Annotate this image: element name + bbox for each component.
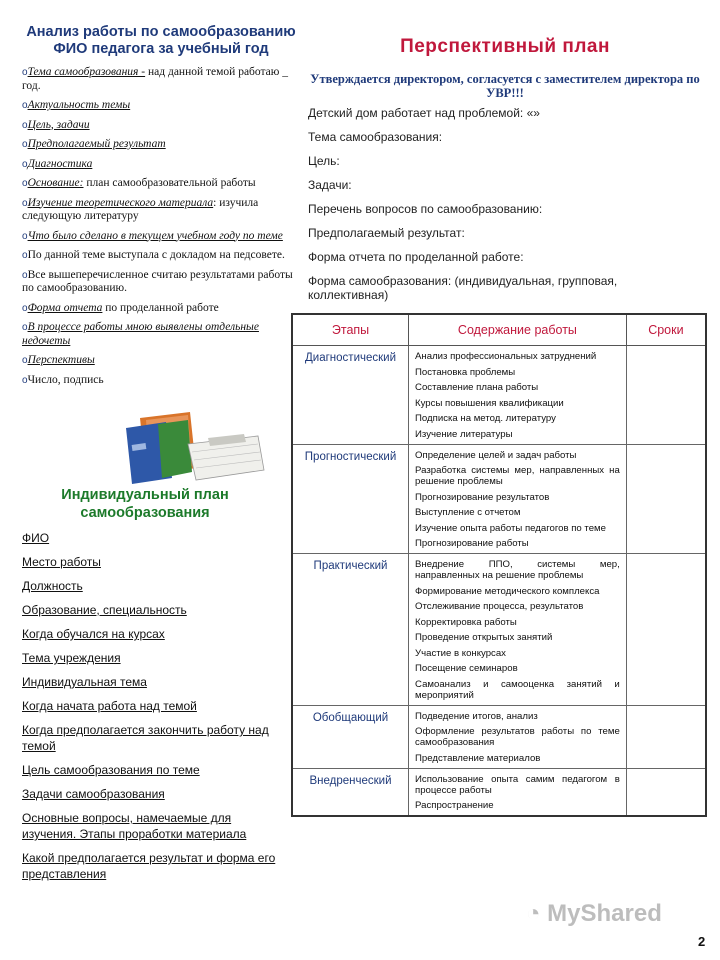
bullet-underlined-text: Форма отчета xyxy=(27,301,103,314)
content-item: Корректировка работы xyxy=(415,616,517,628)
content-item: Подписка на метод. литературу xyxy=(415,413,556,424)
bullet-marker-icon: o xyxy=(22,67,28,78)
individual-plan-item: Когда обучался на курсах xyxy=(22,627,165,641)
analysis-bullet xyxy=(22,302,300,316)
individual-plan-item: Какой предполагается результат и форма его представления xyxy=(22,851,276,881)
content-item: Внедрение ППО, системы мер, направленных на решение проблемы xyxy=(415,559,620,581)
bullet-marker-icon: o xyxy=(22,119,28,131)
content-item: Составление плана работы xyxy=(415,382,539,393)
bullet-underlined-text: Предполагаемый результат xyxy=(27,138,166,150)
individual-plan-item: Индивидуальная тема xyxy=(22,675,147,689)
content-item: Выступление с отчетом xyxy=(415,507,521,518)
bullet-marker-icon: o xyxy=(22,158,28,170)
content-item: Изучение опыта работы педагогов по теме xyxy=(415,522,606,534)
plan-field-line: Тема самообразования: xyxy=(308,130,443,144)
individual-plan-item: Должность xyxy=(22,579,83,593)
header-content: Содержание работы xyxy=(409,314,627,346)
bullet-underlined-text: Изучение теоретического материала xyxy=(27,196,214,209)
stage-cell: Практический xyxy=(292,554,409,706)
table-row xyxy=(292,705,706,768)
content-cell xyxy=(409,768,627,816)
bullet-underlined-text: В процессе работы мною выявлены отдельные недочеты xyxy=(22,321,259,347)
content-cell xyxy=(409,346,627,445)
bullet-text: : изучила следующую литературу xyxy=(22,196,259,222)
stages-table xyxy=(291,313,707,817)
table-row xyxy=(292,346,706,445)
analysis-bullet xyxy=(22,230,300,244)
content-cell xyxy=(409,554,627,706)
analysis-title: Анализ работы по самообразованию ФИО педагога за учебный год xyxy=(26,24,296,57)
plan-field-line: Форма самообразования: (индивидуальная, групповая, коллективная) xyxy=(308,274,618,302)
content-item: Участие в конкурсах xyxy=(415,647,506,659)
watermark-logo-icon: ◔ xyxy=(526,900,548,927)
content-item: Представление материалов xyxy=(415,752,541,764)
individual-plan-title: Индивидуальный план самообразования xyxy=(61,487,229,521)
bullet-marker-icon: o xyxy=(22,322,28,333)
plan-field-line: Предполагаемый результат: xyxy=(308,226,465,240)
bullet-underlined-text: Что было сделано в текущем учебном году по теме xyxy=(27,229,283,242)
analysis-bullet xyxy=(22,66,300,93)
analysis-bullet xyxy=(22,177,300,191)
bullet-marker-icon: o xyxy=(22,230,28,242)
content-item: Постановка проблемы xyxy=(415,366,516,378)
bullet-marker-icon: o xyxy=(22,100,28,111)
analysis-bullet xyxy=(22,119,300,133)
table-row xyxy=(292,444,706,554)
bullet-text: по проделанной работе xyxy=(102,301,219,314)
content-item: Определение целей и задач работы xyxy=(415,449,577,461)
table-row xyxy=(292,768,706,816)
individual-plan-item: Когда предполагается закончить работу над темой xyxy=(22,723,269,753)
analysis-bullet xyxy=(22,99,300,113)
bullet-marker-icon: o xyxy=(22,355,28,366)
content-item: Подведение итогов, анализ xyxy=(415,710,538,722)
header-stages: Этапы xyxy=(292,314,409,346)
individual-plan-item: Тема учреждения xyxy=(22,651,121,665)
content-item: Прогнозирование работы xyxy=(415,538,529,549)
content-item: Разработка системы мер, направленных на решение проблемы xyxy=(415,465,620,487)
bullet-text: Все вышеперечисленное считаю результатами работы по самообразованию. xyxy=(22,268,293,294)
individual-plan-item: Задачи самообразования xyxy=(22,787,165,801)
content-cell xyxy=(409,705,627,768)
plan-field-line: Форма отчета по проделанной работе: xyxy=(308,250,524,264)
content-item: Прогнозирование результатов xyxy=(415,491,550,503)
analysis-bullet xyxy=(22,269,300,296)
stage-cell: Внедренческий xyxy=(292,768,409,816)
individual-plan-item: ФИО xyxy=(22,531,50,545)
bullet-marker-icon: o xyxy=(22,269,28,281)
terms-cell xyxy=(626,705,706,768)
bullet-underlined-text: Актуальность темы xyxy=(27,99,131,111)
analysis-bullet xyxy=(22,249,300,263)
bullet-marker-icon: o xyxy=(22,139,28,150)
bullet-marker-icon: o xyxy=(22,178,28,189)
terms-cell xyxy=(626,444,706,554)
bullet-text: Число, подпись xyxy=(27,373,104,386)
individual-plan-item: Место работы xyxy=(22,555,101,569)
content-item: Оформление результатов работы по теме самообразования xyxy=(415,726,620,748)
content-item: Формирование методического комплекса xyxy=(415,585,600,597)
analysis-bullet xyxy=(22,321,300,348)
individual-plan-item: Образование, специальность xyxy=(22,603,187,617)
content-item: Использование опыта самим педагогом в процессе работы xyxy=(415,773,620,796)
bullet-text: план самообразовательной работы xyxy=(83,177,256,189)
content-item: Проведение открытых занятий xyxy=(415,632,553,643)
bullet-text: над данной темой работаю _ год. xyxy=(22,66,288,92)
plan-field-line: Цель: xyxy=(308,154,340,168)
page-number: 2 xyxy=(698,934,706,949)
individual-plan-item: Когда начата работа над темой xyxy=(22,699,197,713)
content-item: Самоанализ и самооценка занятий и мероприятий xyxy=(415,678,620,701)
content-item: Изучение литературы xyxy=(415,428,513,440)
header-terms: Сроки xyxy=(626,314,706,346)
bullet-underlined-text: Тема самообразования - xyxy=(27,66,146,78)
bullet-marker-icon: o xyxy=(22,302,28,314)
bullet-underlined-text: Основание: xyxy=(27,177,84,189)
content-item: Анализ профессиональных затруднений xyxy=(415,351,597,362)
individual-plan-list xyxy=(22,530,280,890)
approval-note: Утверждается директором, согласуется с заместителем директора по УВР!!! xyxy=(310,72,700,100)
analysis-bullet-list xyxy=(22,66,300,387)
content-item: Посещение семинаров xyxy=(415,663,518,674)
analysis-bullet xyxy=(22,374,300,388)
content-item: Распространение xyxy=(415,800,494,811)
stage-cell: Обобщающий xyxy=(292,705,409,768)
bullet-underlined-text: Цель, задачи xyxy=(27,118,90,131)
plan-field-line: Детский дом работает над проблемой: «» xyxy=(308,106,540,120)
bullet-underlined-text: Диагностика xyxy=(27,157,93,170)
content-item: Отслеживание процесса, результатов xyxy=(415,601,584,612)
books-illustration xyxy=(118,408,268,486)
content-item: Курсы повышения квалификации xyxy=(415,397,564,409)
myshared-watermark: ◔ MyShared xyxy=(526,900,662,927)
plan-field-line: Перечень вопросов по самообразованию: xyxy=(308,202,543,216)
bullet-marker-icon: o xyxy=(22,197,28,209)
terms-cell xyxy=(626,346,706,445)
stage-cell: Диагностический xyxy=(292,346,409,445)
analysis-bullet xyxy=(22,138,300,152)
bullet-underlined-text: Перспективы xyxy=(27,354,95,366)
individual-plan-item: Основные вопросы, намечаемые для изучения. Этапы проработки материала xyxy=(22,811,247,841)
table-row xyxy=(292,554,706,706)
terms-cell xyxy=(626,554,706,706)
bullet-marker-icon: o xyxy=(22,250,28,261)
analysis-bullet xyxy=(22,197,300,224)
analysis-bullet xyxy=(22,158,300,172)
bullet-marker-icon: o xyxy=(22,374,28,386)
perspective-plan-title: Перспективный план xyxy=(400,36,610,57)
analysis-bullet xyxy=(22,354,300,368)
individual-plan-item: Цель самообразования по теме xyxy=(22,763,200,777)
right-column xyxy=(300,36,710,302)
plan-fields xyxy=(308,106,668,312)
content-cell xyxy=(409,444,627,554)
bullet-text: По данной теме выступала с докладом на педсовете. xyxy=(27,249,285,261)
left-column xyxy=(22,24,300,393)
terms-cell xyxy=(626,768,706,816)
plan-field-line: Задачи: xyxy=(308,178,352,192)
table-header-row xyxy=(292,314,706,346)
stage-cell: Прогностический xyxy=(292,444,409,554)
